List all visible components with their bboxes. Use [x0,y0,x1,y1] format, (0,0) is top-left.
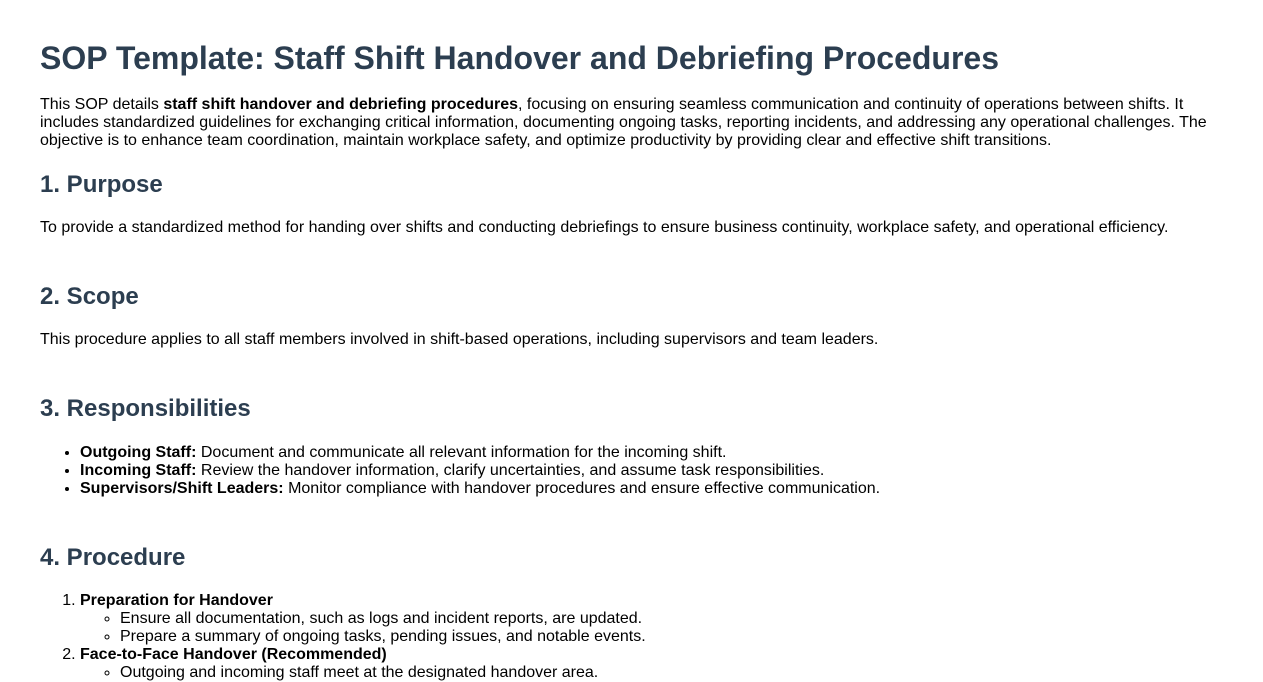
intro-suffix: , focusing on ensuring seamless communication and continuity of operations between shifts. It includes standardized guidelines for exchanging critical information, documenting ongoing tasks, reporting incidents, and addressing any operational challenges. The objective is to enhance team coordination, maintain workplace safety, and optimize productivity by providing clear and effective shift transitions. [40,96,1207,149]
role-description: Monitor compliance with handover procedures and ensure effective communication. [283,480,881,497]
step-title: Face-to-Face Handover (Recommended) [80,646,387,663]
role-description: Review the handover information, clarify uncertainties, and assume task responsibilities. [196,462,825,479]
list-item: ◦ Ensure all documentation, such as logs and incident reports, are updated. [120,610,1223,628]
step-subitems [80,664,1223,682]
intro-paragraph [40,96,1223,150]
list-item [80,462,1223,480]
purpose-heading: 1. Purpose [40,171,163,198]
list-item: ◦ Outgoing and incoming staff meet at the designated handover area. [120,664,1223,682]
purpose-text: To provide a standardized method for handing over shifts and conducting debriefings to ensure business continuity, workplace safety, and operational efficiency. [40,219,1169,236]
scope-text: This procedure applies to all staff members involved in shift-based operations, including supervisors and team leaders. [40,331,879,348]
procedure-steps-list [40,592,1223,682]
role-description: Document and communicate all relevant information for the incoming shift. [196,444,727,461]
list-item: ◦ Prepare a summary of ongoing tasks, pending issues, and notable events. [120,628,1223,646]
step-title: Preparation for Handover [80,592,273,609]
procedure-step [80,646,1223,682]
step-subitems [80,610,1223,646]
role-label: Incoming Staff: [80,462,197,479]
list-item [80,480,1223,498]
intro-bold: staff shift handover and debriefing procedures [163,96,519,113]
page-title: SOP Template: Staff Shift Handover and Debriefing Procedures [40,40,999,76]
responsibilities-list [40,444,1223,498]
scope-heading: 2. Scope [40,283,139,310]
procedure-step [80,592,1223,646]
procedure-heading: 4. Procedure [40,544,186,571]
responsibilities-heading: 3. Responsibilities [40,395,251,422]
intro-prefix: This SOP details [40,96,164,113]
role-label: Supervisors/Shift Leaders: [80,480,284,497]
list-item [80,444,1223,462]
role-label: Outgoing Staff: [80,444,197,461]
